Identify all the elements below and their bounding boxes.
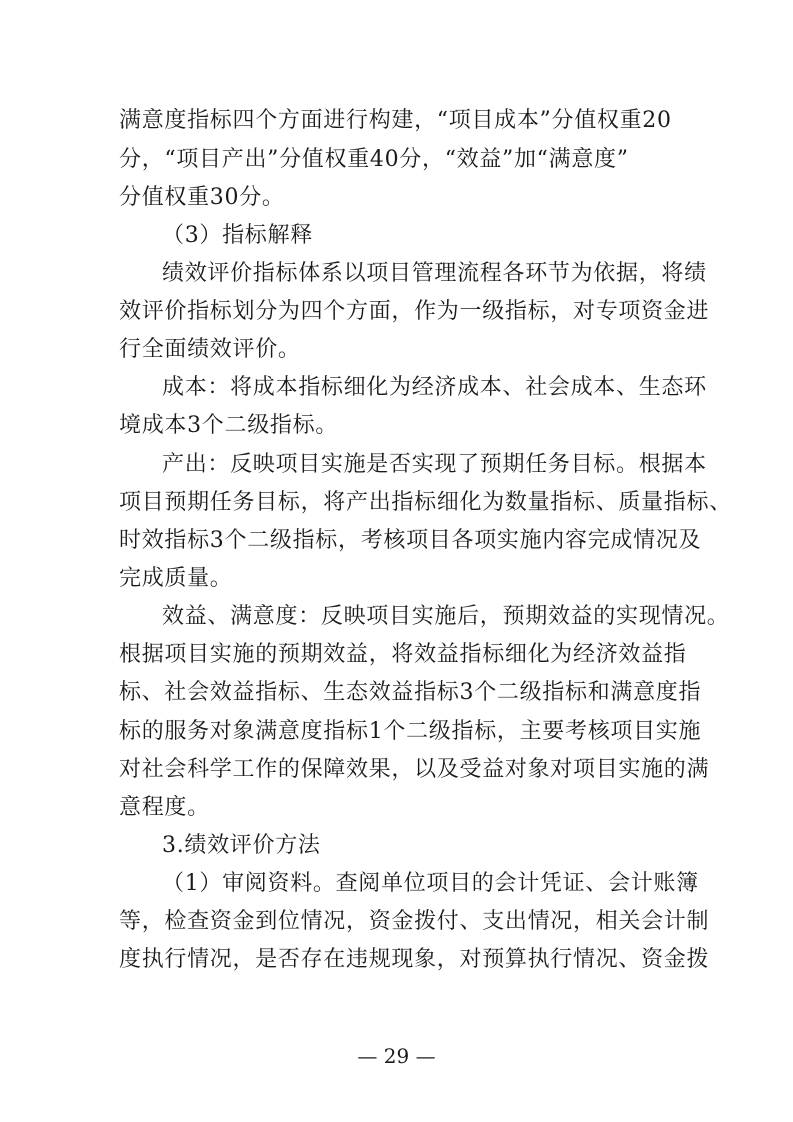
body-line: （1）审阅资料。查阅单位项目的会计凭证、会计账簿: [162, 871, 699, 896]
body-line: 境成本3个二级指标。: [119, 413, 338, 438]
body-line: 行全面绩效评价。: [119, 337, 301, 362]
body-line: 等，检查资金到位情况，资金拨付、支出情况，相关会计制: [119, 909, 710, 934]
page-number: — 29 —: [357, 1044, 436, 1068]
body-line: 对社会科学工作的保障效果，以及受益对象对项目实施的满: [119, 757, 710, 782]
body-line: 满意度指标四个方面进行构建，“项目成本”分值权重20: [119, 108, 672, 133]
body-line: 根据项目实施的预期效益，将效益指标细化为经济效益指: [119, 642, 687, 667]
body-line: 完成质量。: [119, 566, 233, 591]
body-line: 标、社会效益指标、生态效益指标3个二级指标和满意度指: [119, 680, 702, 705]
body-line: 标的服务对象满意度指标1个二级指标，主要考核项目实施: [119, 719, 702, 744]
body-line: 度执行情况，是否存在违规现象，对预算执行情况、资金拨: [119, 947, 710, 972]
body-line: 效评价指标划分为四个方面，作为一级指标，对专项资金进: [119, 299, 710, 324]
body-line: 意程度。: [119, 795, 210, 820]
section-heading: （3）指标解释: [162, 223, 313, 248]
body-line: 分，“项目产出”分值权重40分，“效益”加“满意度”: [119, 147, 629, 172]
body-line: 产出：反映项目实施是否实现了预期任务目标。根据本: [162, 452, 707, 477]
body-line: 效益、满意度：反映项目实施后，预期效益的实现情况。: [162, 604, 730, 629]
body-line: 成本：将成本指标细化为经济成本、社会成本、生态环: [162, 375, 707, 400]
body-line: 时效指标3个二级指标，考核项目各项实施内容完成情况及: [119, 528, 702, 553]
section-heading: 3.绩效评价方法: [162, 833, 321, 858]
body-line: 绩效评价指标体系以项目管理流程各环节为依据，将绩: [162, 261, 707, 286]
body-line: 项目预期任务目标，将产出指标细化为数量指标、质量指标、: [119, 490, 732, 515]
body-line: 分值权重30分。: [119, 185, 285, 210]
